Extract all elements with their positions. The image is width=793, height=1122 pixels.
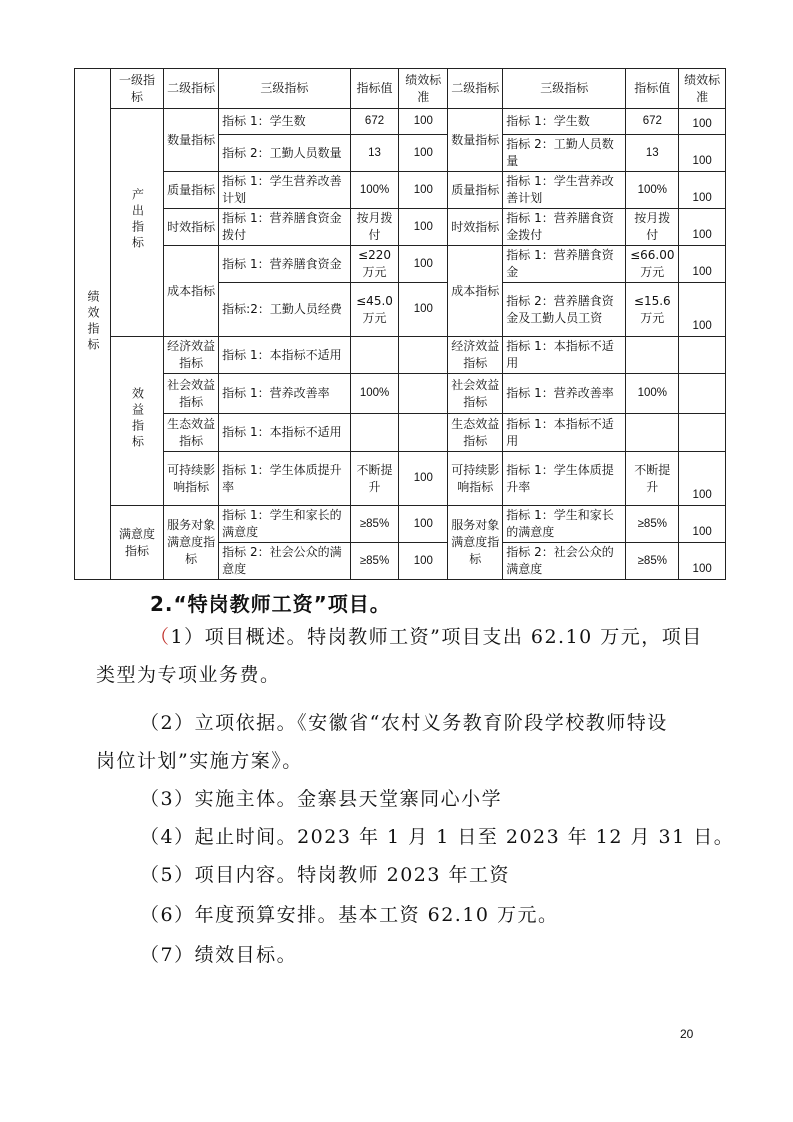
- satisfaction2-standard-b: 100: [679, 543, 726, 580]
- timeliness-value-b: 按月拨付: [626, 209, 679, 246]
- sustainable-b: 指标 1：学生体质提升率: [503, 452, 626, 506]
- social-value-a: 100%: [350, 374, 399, 414]
- paragraph-6: （6）年度预算安排。基本工资 62.10 万元。: [140, 904, 559, 926]
- sustainable-a: 指标 1：学生体质提升率: [219, 452, 350, 506]
- quantity1-a: 指标 1：学生数: [219, 109, 350, 135]
- header-level2-a: 二级指标: [164, 69, 219, 109]
- social-value-b: 100%: [626, 374, 679, 414]
- quantity1-standard-b: 100: [679, 109, 726, 135]
- paragraph-1: [150, 620, 703, 654]
- table-header-row: [75, 69, 726, 109]
- satisfaction-label-b: 服务对象满意度指标: [448, 506, 503, 580]
- quality-standard-a: 100: [399, 172, 448, 209]
- timeliness-b: 指标 1：营养膳食资金拨付: [503, 209, 626, 246]
- sustainable-standard-a: 100: [399, 452, 448, 506]
- header-standard-a: 绩效标准: [399, 69, 448, 109]
- quality-value-b: 100%: [626, 172, 679, 209]
- cost1-standard-b: 100: [679, 246, 726, 283]
- quantity-label-b: 数量指标: [448, 109, 503, 172]
- satisfaction2-value-a: ≥85%: [350, 543, 399, 580]
- paragraph-5: （5）项目内容。特岗教师 2023 年工资: [140, 864, 511, 886]
- ecological-value-a: [350, 414, 399, 452]
- quantity1-b: 指标 1：学生数: [503, 109, 626, 135]
- header-level1: 一级指标: [111, 69, 164, 109]
- ecological-standard-b: [679, 414, 726, 452]
- timeliness-a: 指标 1：营养膳食资金拨付: [219, 209, 350, 246]
- quantity2-value-a: 13: [350, 135, 399, 172]
- sustainable-label-a: 可持续影响指标: [164, 452, 219, 506]
- cost2-value-b: ≤15.6万元: [626, 283, 679, 337]
- paragraph-2-line2: 岗位计划”实施方案》。: [96, 750, 303, 772]
- social-standard-b: [679, 374, 726, 414]
- economic-standard-b: [679, 337, 726, 374]
- sustainable-label-b: 可持续影响指标: [448, 452, 503, 506]
- paragraph-4: （4）起止时间。2023 年 1 月 1 日至 2023 年 12 月 31 日。: [140, 826, 735, 848]
- table-row: [75, 109, 726, 135]
- satisfaction1-b: 指标 1：学生和家长的满意度: [503, 506, 626, 543]
- header-level3-b: 三级指标: [503, 69, 626, 109]
- social-a: 指标 1：营养改善率: [219, 374, 350, 414]
- cost1-b: 指标 1：营养膳食资金: [503, 246, 626, 283]
- cost1-standard-a: 100: [399, 246, 448, 283]
- header-level3-a: 三级指标: [219, 69, 350, 109]
- cost1-value-b: ≤66.00万元: [626, 246, 679, 283]
- paragraph-1-line2: 类型为专项业务费。: [96, 664, 281, 686]
- quantity2-standard-a: 100: [399, 135, 448, 172]
- performance-indicator-table: [74, 68, 726, 580]
- group-satisfaction-cell: 满意度指标: [111, 506, 164, 580]
- timeliness-label-a: 时效指标: [164, 209, 219, 246]
- cost-label-a: 成本指标: [164, 246, 219, 337]
- ecological-standard-a: [399, 414, 448, 452]
- cost2-a: 指标:2：工勤人员经费: [219, 283, 350, 337]
- header-value-a: 指标值: [350, 69, 399, 109]
- economic-label-a: 经济效益指标: [164, 337, 219, 374]
- ecological-value-b: [626, 414, 679, 452]
- quantity2-standard-b: 100: [679, 135, 726, 172]
- cost2-b: 指标 2：营养膳食资金及工勤人员工资: [503, 283, 626, 337]
- satisfaction2-a: 指标 2：社会公众的满意度: [219, 543, 350, 580]
- economic-value-a: [350, 337, 399, 374]
- table-row: [75, 209, 726, 246]
- satisfaction1-value-a: ≥85%: [350, 506, 399, 543]
- sustainable-value-b: 不断提升: [626, 452, 679, 506]
- cost2-standard-a: 100: [399, 283, 448, 337]
- sustainable-value-a: 不断提升: [350, 452, 399, 506]
- quantity1-value-b: 672: [626, 109, 679, 135]
- economic-a: 指标 1：本指标不适用: [219, 337, 350, 374]
- paragraph-7: （7）绩效目标。: [140, 944, 298, 966]
- timeliness-value-a: 按月拨付: [350, 209, 399, 246]
- table-row: [75, 337, 726, 374]
- quality-standard-b: 100: [679, 172, 726, 209]
- social-label-a: 社会效益指标: [164, 374, 219, 414]
- economic-b: 指标 1：本指标不适用: [503, 337, 626, 374]
- satisfaction1-a: 指标 1：学生和家长的满意度: [219, 506, 350, 543]
- timeliness-standard-a: 100: [399, 209, 448, 246]
- table-row: [75, 246, 726, 283]
- paragraph-1-text: 1）项目概述。特岗教师工资”项目支出 62.10 万元，项目: [170, 626, 703, 648]
- table-row: [75, 374, 726, 414]
- cost1-a: 指标 1：营养膳食资金: [219, 246, 350, 283]
- satisfaction-label-a: 服务对象满意度指标: [164, 506, 219, 580]
- quantity2-a: 指标 2：工勤人员数量: [219, 135, 350, 172]
- group-benefit-cell: [111, 337, 164, 506]
- social-standard-a: [399, 374, 448, 414]
- quantity-label-a: 数量指标: [164, 109, 219, 172]
- header-value-b: 指标值: [626, 69, 679, 109]
- quantity1-value-a: 672: [350, 109, 399, 135]
- satisfaction1-standard-b: 100: [679, 506, 726, 543]
- header-level2-b: 二级指标: [448, 69, 503, 109]
- paragraph-2: （2）立项依据。《安徽省“农村义务教育阶段学校教师特设: [140, 712, 668, 734]
- cost-label-b: 成本指标: [448, 246, 503, 337]
- economic-standard-a: [399, 337, 448, 374]
- outer-indicator-cell: [75, 69, 111, 580]
- quality-a: 指标 1：学生营养改善计划: [219, 172, 350, 209]
- social-label-b: 社会效益指标: [448, 374, 503, 414]
- paragraph-3: （3）实施主体。金寨县天堂寨同心小学: [140, 788, 503, 810]
- timeliness-label-b: 时效指标: [448, 209, 503, 246]
- quantity2-value-b: 13: [626, 135, 679, 172]
- cost2-standard-b: 100: [679, 283, 726, 337]
- cost1-value-a: ≤220万元: [350, 246, 399, 283]
- quantity2-b: 指标 2：工勤人员数量: [503, 135, 626, 172]
- group-output-cell: [111, 109, 164, 337]
- satisfaction2-b: 指标 2：社会公众的满意度: [503, 543, 626, 580]
- table-row: [75, 452, 726, 506]
- timeliness-standard-b: 100: [679, 209, 726, 246]
- section-heading: 2.“特岗教师工资”项目。: [150, 592, 391, 616]
- header-standard-b: 绩效标准: [679, 69, 726, 109]
- satisfaction2-value-b: ≥85%: [626, 543, 679, 580]
- ecological-a: 指标 1：本指标不适用: [219, 414, 350, 452]
- table-row: [75, 506, 726, 543]
- outer-indicator-label: 绩效指标: [86, 289, 101, 354]
- cost2-value-a: ≤45.0万元: [350, 283, 399, 337]
- quantity1-standard-a: 100: [399, 109, 448, 135]
- satisfaction1-value-b: ≥85%: [626, 506, 679, 543]
- paragraph-1-paren: （: [150, 626, 171, 648]
- economic-label-b: 经济效益指标: [448, 337, 503, 374]
- ecological-label-a: 生态效益指标: [164, 414, 219, 452]
- page-number: 20: [680, 1027, 694, 1041]
- quality-b: 指标 1：学生营养改善计划: [503, 172, 626, 209]
- table-row: [75, 414, 726, 452]
- group-benefit-label: 效益指标: [130, 386, 145, 451]
- quality-label-a: 质量指标: [164, 172, 219, 209]
- quality-value-a: 100%: [350, 172, 399, 209]
- table-row: [75, 172, 726, 209]
- group-output-label: 产出指标: [130, 188, 145, 252]
- ecological-label-b: 生态效益指标: [448, 414, 503, 452]
- quality-label-b: 质量指标: [448, 172, 503, 209]
- social-b: 指标 1：营养改善率: [503, 374, 626, 414]
- ecological-b: 指标 1：本指标不适用: [503, 414, 626, 452]
- satisfaction1-standard-a: 100: [399, 506, 448, 543]
- satisfaction2-standard-a: 100: [399, 543, 448, 580]
- economic-value-b: [626, 337, 679, 374]
- sustainable-standard-b: 100: [679, 452, 726, 506]
